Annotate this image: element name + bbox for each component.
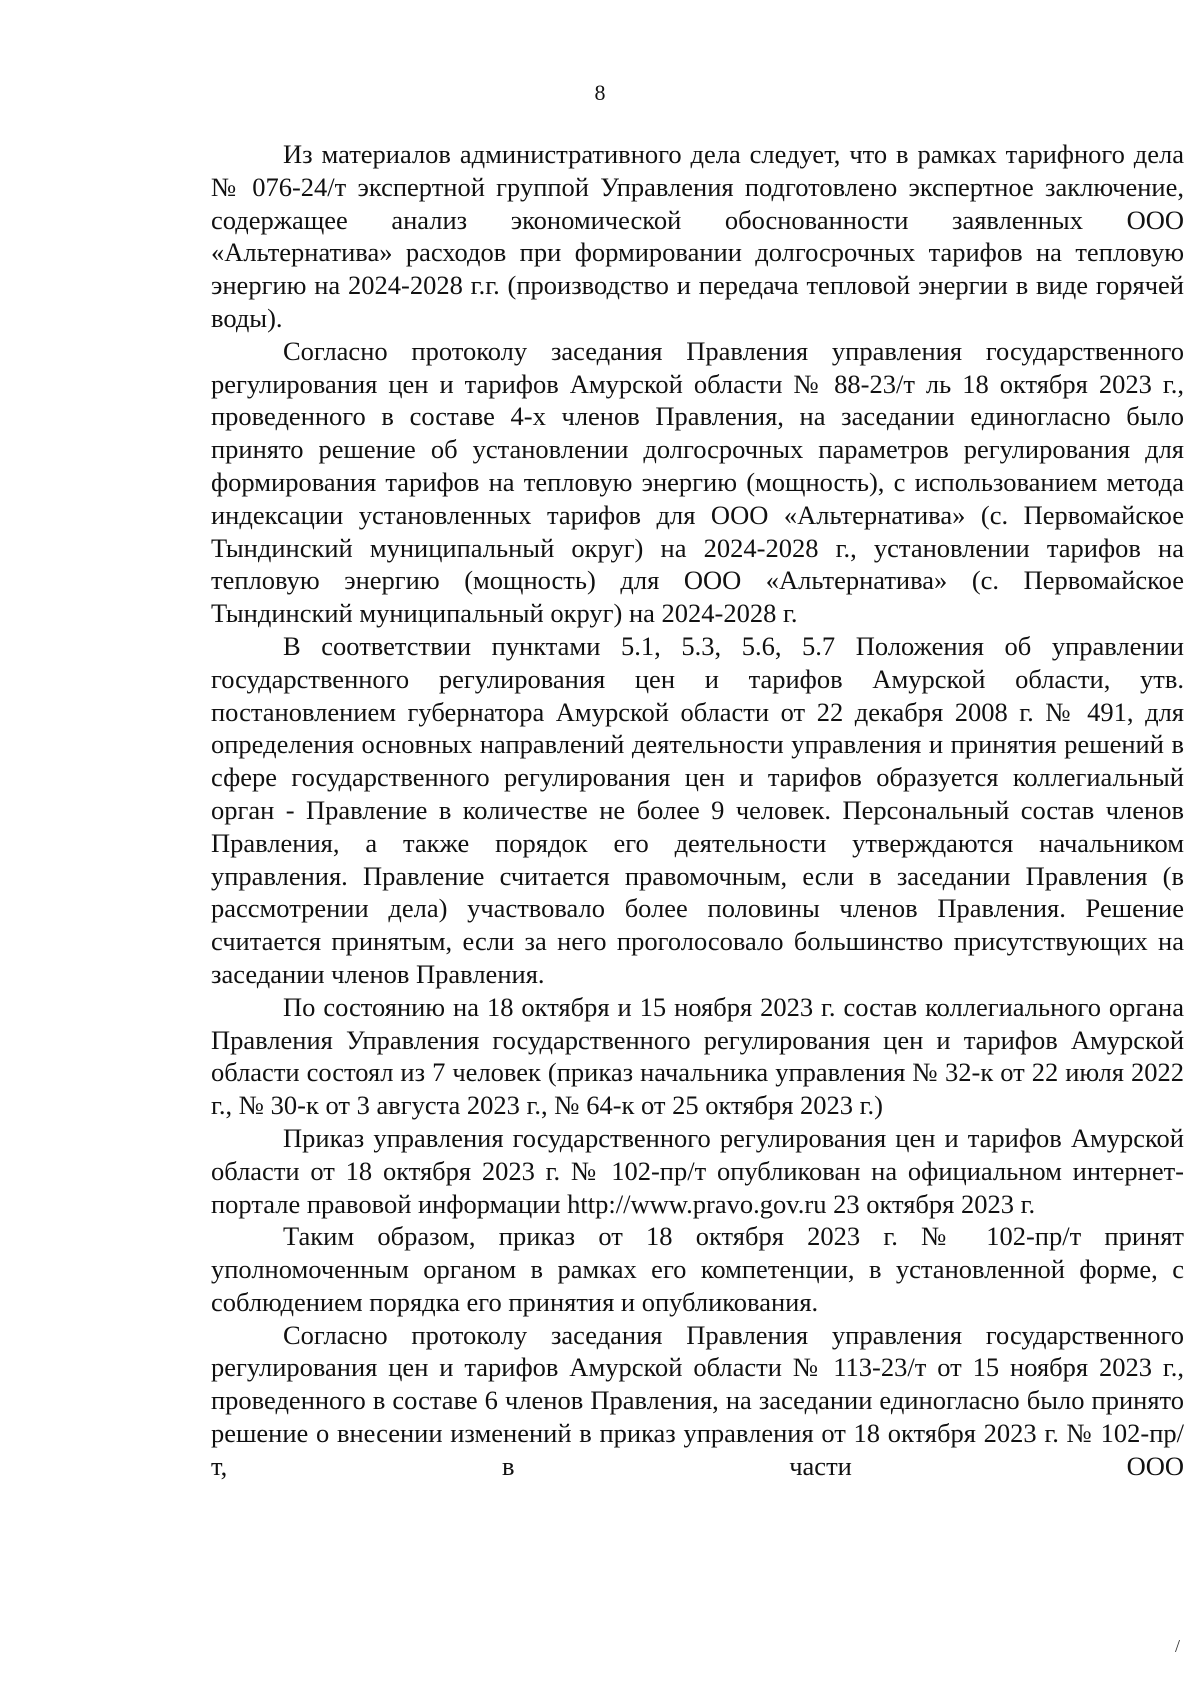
paragraph-board-composition: По состоянию на 18 октября и 15 ноября 2023 г. состав коллегиального органа Правления Управления государственного регулирования цен и тарифов Амурской области состоял из 7 человек (приказ начальника управления № 32-к от 22 июля 2022 г., № 30-к от 3 августа 2023 г., № 64-к от 25 октября 2023 г.) [211, 991, 1184, 1121]
paragraph-protocol-113: Согласно протоколу заседания Правления управления государственного регулирования цен и тарифов Амурской области № 113-23/т от 15 ноября 2023 г., проведенного в составе 6 членов Правления, на заседании единогласно было принято решение о внесении изменений в приказ управления от 18 октября 2023 г. № 102-пр/т, в части ООО [211, 1319, 1184, 1481]
margin-mark: / [1174, 1636, 1180, 1656]
paragraph-conclusion: Таким образом, приказ от 18 октября 2023 г. № 102-пр/т принят уполномоченным органом в рамках его компетенции, в установленной форме, с соблюдением порядка его принятия и опубликования. [211, 1221, 1184, 1317]
paragraph-order-publication: Приказ управления государственного регулирования цен и тарифов Амурской области от 18 октября 2023 г. № 102-пр/т опубликован на официальном интернет-портале правовой информации http://www.pravo.gov.ru 23 октября 2023 г. [211, 1122, 1184, 1219]
paragraph-protocol-88: Согласно протоколу заседания Правления управления государственного регулирования цен и тарифов Амурской области № 88-23/т ль 18 октября 2023 г., проведенного в составе 4-х членов Правления, на заседании единогласно было принято решение об установлении долгосрочных параметров регулирования для формирования тарифов на тепловую энергию (мощность), с использованием метода индексации установленных тарифов для ООО «Альтернатива» (с. Первомайское Тындинский муниципальный округ) на 2024-2028 г., установлении тарифов на тепловую энергию (мощность) для ООО «Альтернатива» (с. Первомайское Тындинский муниципальный округ) на 2024-2028 г. [211, 335, 1184, 629]
document-body [211, 138, 1184, 1483]
page-number: 8 [594, 80, 606, 105]
paragraph-regulation-board: В соответствии пунктами 5.1, 5.3, 5.6, 5.7 Положения об управлении государственного регулирования цен и тарифов Амурской области, утв. постановлением губернатора Амурской области от 22 декабря 2008 г. № 491, для определения основных направлений деятельности управления и принятия решений в сфере государственного регулирования цен и тарифов образуется коллегиальный орган - Правление в количестве не более 9 человек. Персональный состав членов Правления, а также порядок его деятельности утверждаются начальником управления. Правление считается правомочным, если в заседании Правления (в рассмотрении дела) участвовало более половины членов Правления. Решение считается принятым, если за него проголосовало большинство присутствующих на заседании членов Правления. [211, 630, 1184, 989]
paragraph-expert-conclusion: Из материалов административного дела следует, что в рамках тарифного дела № 076-24/т экспертной группой Управления подготовлено экспертное заключение, содержащее анализ экономической обоснованности заявленных ООО «Альтернатива» расходов при формировании долгосрочных тарифов на тепловую энергию на 2024-2028 г.г. (производство и передача тепловой энергии в виде горячей воды). [211, 139, 1184, 333]
